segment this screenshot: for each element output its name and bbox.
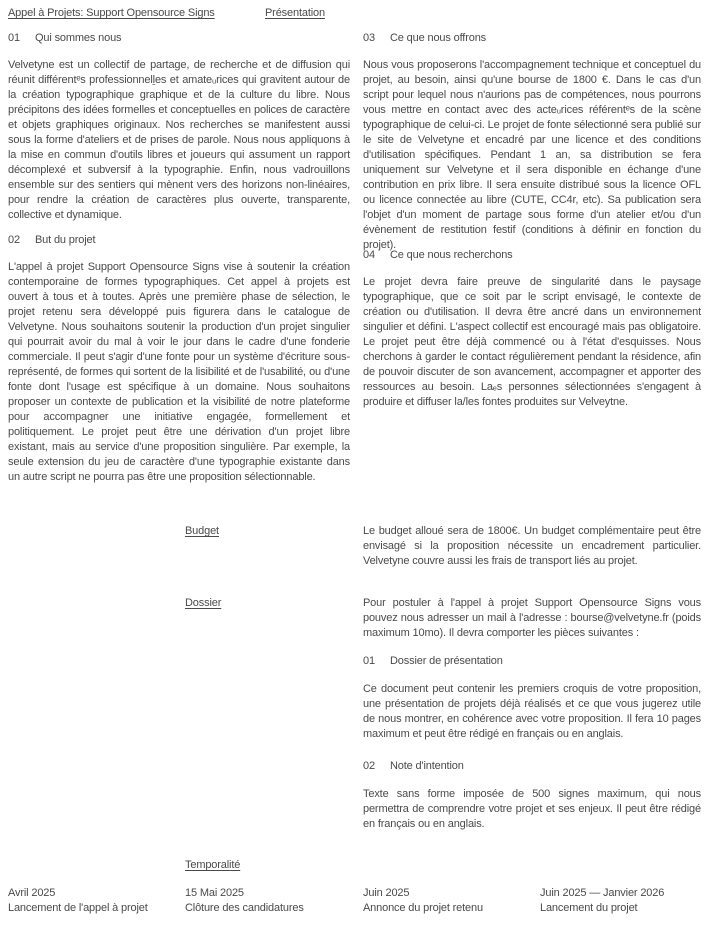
section-but-du-projet (8, 233, 350, 485)
section-title: Qui sommes nous (35, 32, 122, 44)
dossier-intro: Pour postuler à l'appel à projet Support Opensource Signs vous pouvez nous adresser un mail à l'adresse : bourse@velvetyne.fr (poids maximum 10mo). Il devra comporter les pièces suivantes : (363, 597, 701, 639)
timeline-milestone (8, 886, 180, 916)
dossier-item-heading (363, 759, 701, 774)
section-body: Nous vous proposerons l'accompagnement technique et conceptuel du projet, au besoin, ainsi qu'une bourse de 1800 €. Dans le cas d'un script pour lequel nous n'aurions pas de compétences, nous pourrons vous mettre en contact avec des acteᵤrices référentᵉs de la scène typographique de celui-ci. Le projet de fonte sélectionné sera publié sur le site de Velvetyne et encadré par une licence et des conditions d'utilisation spécifiques. Pendant 1 an, sa distribution se fera uniquement sur Velvetyne et il sera disponible en échange d'une contribution en prix libre. Il sera ensuite distribué sous la licence OFL ou licence connectée au libre (CUTE, CC4r, etc). Sa publication sera l'objet d'un moment de partage sous forme d'un atelier et/ou d'un évènement de restitution festif (conditions à définir en fonction du projet). (363, 59, 701, 251)
milestone-event: Lancement de l'appel à projet (8, 902, 148, 914)
milestone-date: Avril 2025 (8, 887, 56, 899)
section-number: 03 (363, 32, 375, 44)
dossier-item-title: Note d'intention (390, 760, 464, 772)
timeline-milestone (540, 886, 710, 916)
timeline-milestone (185, 886, 357, 916)
section-ce-que-nous-offrons (363, 31, 701, 253)
section-qui-sommes-nous (8, 31, 350, 223)
section-body: L'appel à projet Support Opensource Signs vise à soutenir la création contemporaine de formes typographiques. Cet appel à projets est ouvert à tous et à toutes. Après une première phase de sélection, le projet retenu sera développé puis figurera dans le catalogue de Velvetyne. Nous souhaitons soutenir la production d'un projet singulier qui pourrait avoir du mal à voir le jour dans le cadre d'une fonderie commerciale. Il peut s'agir d'une fonte pour un système d'écriture sous-représenté, de formes qui sortent de la lisibilité et de l'usabilité, ou d'une fonte dont l'usage est spécifique à un domaine. Nous souhaitons proposer un contexte de publication et la visibilité de notre plateforme pour accompagner une initiative engagée, formellement et politiquement. Le projet peut être une dérivation d'un projet libre existant, mais au service d'une proposition singulière. Par exemple, la seule extension du jeu de caractère d'une typographie existante dans un autre script ne pourra pas être une proposition sélectionnable. (8, 261, 350, 483)
dossier-item-body: Ce document peut contenir les premiers croquis de votre proposition, une présentation de projets déjà réalisés et ce que vous jugerez utile de nous montrer, en cohérence avec votre proposition. Il fera 10 pages maximum et peut être rédigé en français ou en anglais. (363, 683, 701, 740)
dossier-item-number: 02 (363, 760, 375, 772)
section-heading (8, 233, 350, 248)
dossier-item-title: Dossier de présentation (390, 655, 503, 667)
section-heading (8, 31, 350, 46)
timeline-milestone (363, 886, 535, 916)
budget-body: Le budget alloué sera de 1800€. Un budget complémentaire peut être envisagé si la proposition nécessite un encadrement particulier. Velvetyne couvre aussi les frais de transport liés au projet. (363, 525, 701, 567)
section-number: 04 (363, 249, 375, 261)
dossier-item-body: Texte sans forme imposée de 500 signes maximum, qui nous permettra de comprendre votre projet et ses enjeux. Il peut être rédigé en français ou en anglais. (363, 788, 701, 830)
milestone-date: 15 Mai 2025 (185, 887, 244, 899)
section-heading (363, 31, 701, 46)
milestone-date: Juin 2025 — Janvier 2026 (540, 887, 665, 899)
section-number: 02 (8, 234, 20, 246)
site-title-link[interactable]: Appel à Projets: Support Opensource Signs (8, 7, 215, 19)
section-body: Velvetyne est un collectif de partage, de recherche et de diffusion qui réunit différentᵉs professionnelḻes et amateᵤrices qui gravitent autour de la création typographique graphique et de la culture du libre. Nous précipitons des idées formelles et conceptuelles en polices de caractère et objets graphiques originaux. Nos recherches se manifestent aussi sous la forme d'ateliers et de prises de parole. Nous nous appliquons à la mise en commun d'outils libres et joueurs qui assument un rapport décomplexé et subversif à la typographie. Enfin, nous vadrouillons ensemble sur des sentiers qui mènent vers des horizons non-linéaires, pour rendre la création de caractères plus ouverte, transparente, collective et dynamique. (8, 59, 350, 221)
nav-presentation-link[interactable]: Présentation (265, 7, 325, 19)
section-title: But du projet (35, 234, 96, 246)
section-title: Ce que nous offrons (390, 32, 487, 44)
temporalite-label-link[interactable]: Temporalité (185, 859, 241, 871)
dossier-label-link[interactable]: Dossier (185, 597, 222, 609)
section-title: Ce que nous recherchons (390, 249, 513, 261)
milestone-event: Clôture des candidatures (185, 902, 304, 914)
section-ce-que-nous-recherchons (363, 248, 701, 410)
milestone-date: Juin 2025 (363, 887, 410, 899)
section-body: Le projet devra faire preuve de singularité dans le paysage typographique, que ce soit par le script envisagé, le contexte de création ou d'utilisation. Il devra être ancré dans un environnement singulier et défini. L'aspect collectif est encouragé mais pas obligatoire. Le projet peut être déjà commencé ou à l'état d'esquisses. Nous cherchons à garder le contact régulièrement pendant la résidence, afin de pouvoir discuter de son avancement, accompagner et apporter des ressources au besoin. Laₑs personnes sélectionnées s'engagent à produire et diffuser la/les fontes produites sur Velveytne. (363, 276, 701, 408)
section-number: 01 (8, 32, 20, 44)
section-heading (363, 248, 701, 263)
budget-label-link[interactable]: Budget (185, 525, 219, 537)
milestone-event: Annonce du projet retenu (363, 902, 483, 914)
dossier-item-heading (363, 654, 701, 669)
dossier-body (363, 596, 701, 832)
milestone-event: Lancement du projet (540, 902, 638, 914)
dossier-item-number: 01 (363, 655, 375, 667)
